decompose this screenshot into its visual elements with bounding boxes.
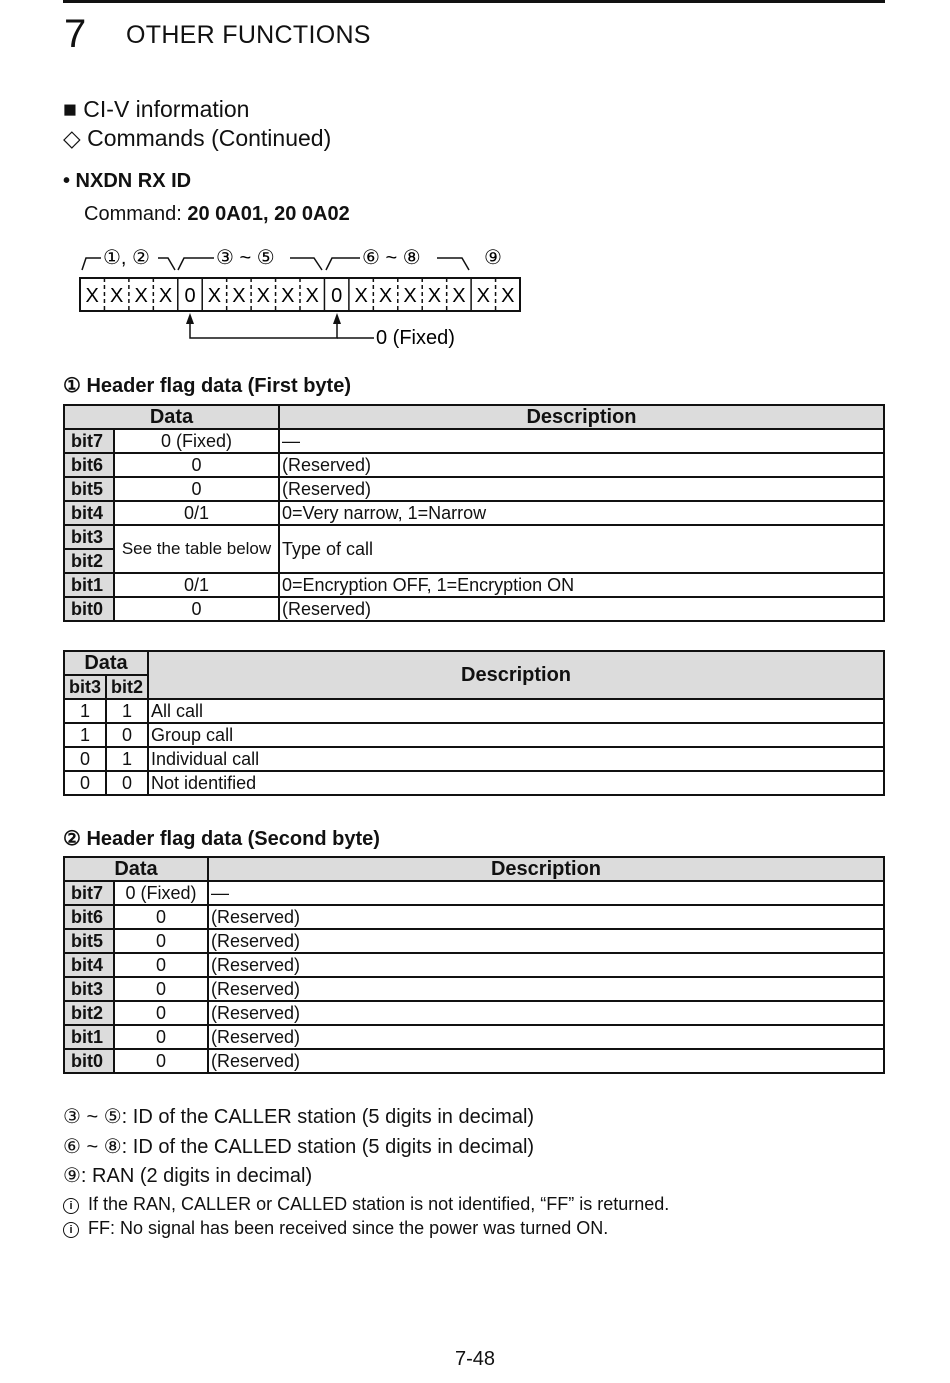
bit-value: 0 [114,905,208,929]
diagram-cell: X [452,285,466,307]
note-caller: ③ ~ ⑤: ID of the CALLER station (5 digits in decimal) [63,1106,535,1128]
diagram-cell: 0 [184,285,196,307]
bit3-value: 1 [64,699,106,723]
bit-label: bit3 [64,977,114,1001]
bit3-value: 1 [64,723,106,747]
table-row [64,429,884,453]
table-row [64,453,884,477]
bit-description: (Reserved) [208,953,884,977]
bit-description: (Reserved) [208,905,884,929]
bit-value: 0 [114,1025,208,1049]
diagram-cell: X [378,285,393,307]
table1-data-header: Data [64,405,279,429]
fixed-label: 0 (Fixed) [376,327,455,349]
bit-value: 0 [114,929,208,953]
diagram-cell: X [85,285,99,307]
bit-description: (Reserved) [208,929,884,953]
table-row [64,953,884,977]
bit-label: bit7 [64,881,114,905]
bit2-value: 1 [106,747,148,771]
bit-label: bit4 [64,501,114,525]
info-text: FF: No signal has been received since the power was turned ON. [88,1218,609,1238]
info-note-ff [63,1193,669,1215]
bit-description: — [279,429,884,453]
note-called: ⑥ ~ ⑧: ID of the CALLED station (5 digits in decimal) [63,1136,535,1158]
table-row [64,1049,884,1073]
table-row [64,905,884,929]
command-format-diagram [0,0,950,360]
diagram-cell: X [207,285,222,307]
section-heading: ■ CI-V information [63,96,250,122]
table-row [64,929,884,953]
bit-label: bit4 [64,953,114,977]
bit-label: bit5 [64,929,114,953]
bit-description: 0=Encryption OFF, 1=Encryption ON [279,573,884,597]
bit-value: 0 [114,453,279,477]
table2-bit2-header: bit2 [106,675,148,699]
bit3-value: 0 [64,747,106,771]
command-codes: 20 0A01, 20 0A02 [187,203,350,225]
diagram-cell: X [134,285,148,307]
info-icon: i [63,1198,79,1214]
table2-description-header: Description [148,651,884,699]
diagram-label-3-5: ③ ~ ⑤ [216,247,275,269]
bit-description: (Reserved) [279,597,884,621]
table-row [64,477,884,501]
bit-description: (Reserved) [279,453,884,477]
diagram-cell: X [476,285,491,307]
item-title: • NXDN RX ID [63,170,192,192]
table-row [64,977,884,1001]
diagram-cell: X [501,285,515,307]
table-row [64,723,884,747]
bit-label: bit2 [64,549,114,573]
diagram-label-1-2: ①, ② [103,247,150,269]
info-icon: i [63,1222,79,1238]
table-row [64,771,884,795]
bit-value: 0 (Fixed) [114,881,208,905]
diagram-label-9: ⑨ [484,247,502,269]
diagram-cell: X [427,285,442,307]
table3-title: ② Header flag data (Second byte) [63,828,380,850]
diagram-cell: X [158,285,173,307]
command-prefix: Command: [84,203,188,225]
table-row [64,573,884,597]
table-row [64,525,884,549]
diagram-cell: X [256,285,271,307]
bit-value: 0 [114,1049,208,1073]
bit-value: 0 [114,977,208,1001]
info-note-no-signal [63,1217,608,1239]
bit-label: bit0 [64,1049,114,1073]
bit-label: bit3 [64,525,114,549]
bit-description: (Reserved) [208,977,884,1001]
bit-label: bit7 [64,429,114,453]
bit-label: bit6 [64,905,114,929]
bit2-value: 0 [106,771,148,795]
table-call-type [63,650,885,796]
bit-label: bit2 [64,1001,114,1025]
bit2-value: 1 [106,699,148,723]
bit-value: 0 (Fixed) [114,429,279,453]
table2-bit3-header: bit3 [64,675,106,699]
chapter-title: OTHER FUNCTIONS [126,21,371,49]
diagram-cell: X [305,285,319,307]
table-row [64,747,884,771]
info-text: If the RAN, CALLER or CALLED station is not identified, “FF” is returned. [88,1194,670,1214]
bit-label: bit5 [64,477,114,501]
diagram-cell: X [109,285,124,307]
bit-description: 0=Very narrow, 1=Narrow [279,501,884,525]
page-number: 7-48 [454,1348,496,1370]
bit2-value: 0 [106,723,148,747]
subsection-heading: ◇ Commands (Continued) [63,125,332,151]
bit3-value: 0 [64,771,106,795]
bit-value: 0 [114,953,208,977]
bit-value: 0 [114,597,279,621]
table-row [64,1025,884,1049]
bit-description: (Reserved) [208,1001,884,1025]
table-second-byte [63,856,885,1074]
bit-label: bit1 [64,573,114,597]
table-row [64,881,884,905]
table-first-byte [63,404,885,622]
bit-label: bit6 [64,453,114,477]
table-row [64,597,884,621]
diagram-cell: X [281,285,295,307]
call-type: All call [148,699,884,723]
call-type: Individual call [148,747,884,771]
table1-description-header: Description [279,405,884,429]
bit-description: Type of call [279,525,884,573]
chapter-number: 7 [64,12,87,56]
table-row [64,501,884,525]
table3-description-header: Description [208,857,884,881]
call-type: Group call [148,723,884,747]
note-ran: ⑨: RAN (2 digits in decimal) [63,1165,313,1187]
call-type: Not identified [148,771,884,795]
diagram-cell: X [354,285,368,307]
bit-description: (Reserved) [208,1025,884,1049]
bit-description: — [208,881,884,905]
bit-label: bit1 [64,1025,114,1049]
bit-value: 0/1 [114,573,279,597]
bit-description: (Reserved) [208,1049,884,1073]
table2-data-header: Data [64,651,148,675]
bit-value: 0 [114,1001,208,1025]
diagram-label-6-8: ⑥ ~ ⑧ [362,247,421,269]
table3-data-header: Data [64,857,208,881]
table1-title: ① Header flag data (First byte) [63,375,351,397]
bit-value: 0/1 [114,501,279,525]
table-row [64,699,884,723]
table-row [64,1001,884,1025]
bit-description: (Reserved) [279,477,884,501]
bit-label: bit0 [64,597,114,621]
diagram-cell: X [403,285,417,307]
bit-value: 0 [114,477,279,501]
bit-value: See the table below [114,525,279,573]
diagram-cell: 0 [331,285,343,307]
diagram-cell: X [232,285,246,307]
